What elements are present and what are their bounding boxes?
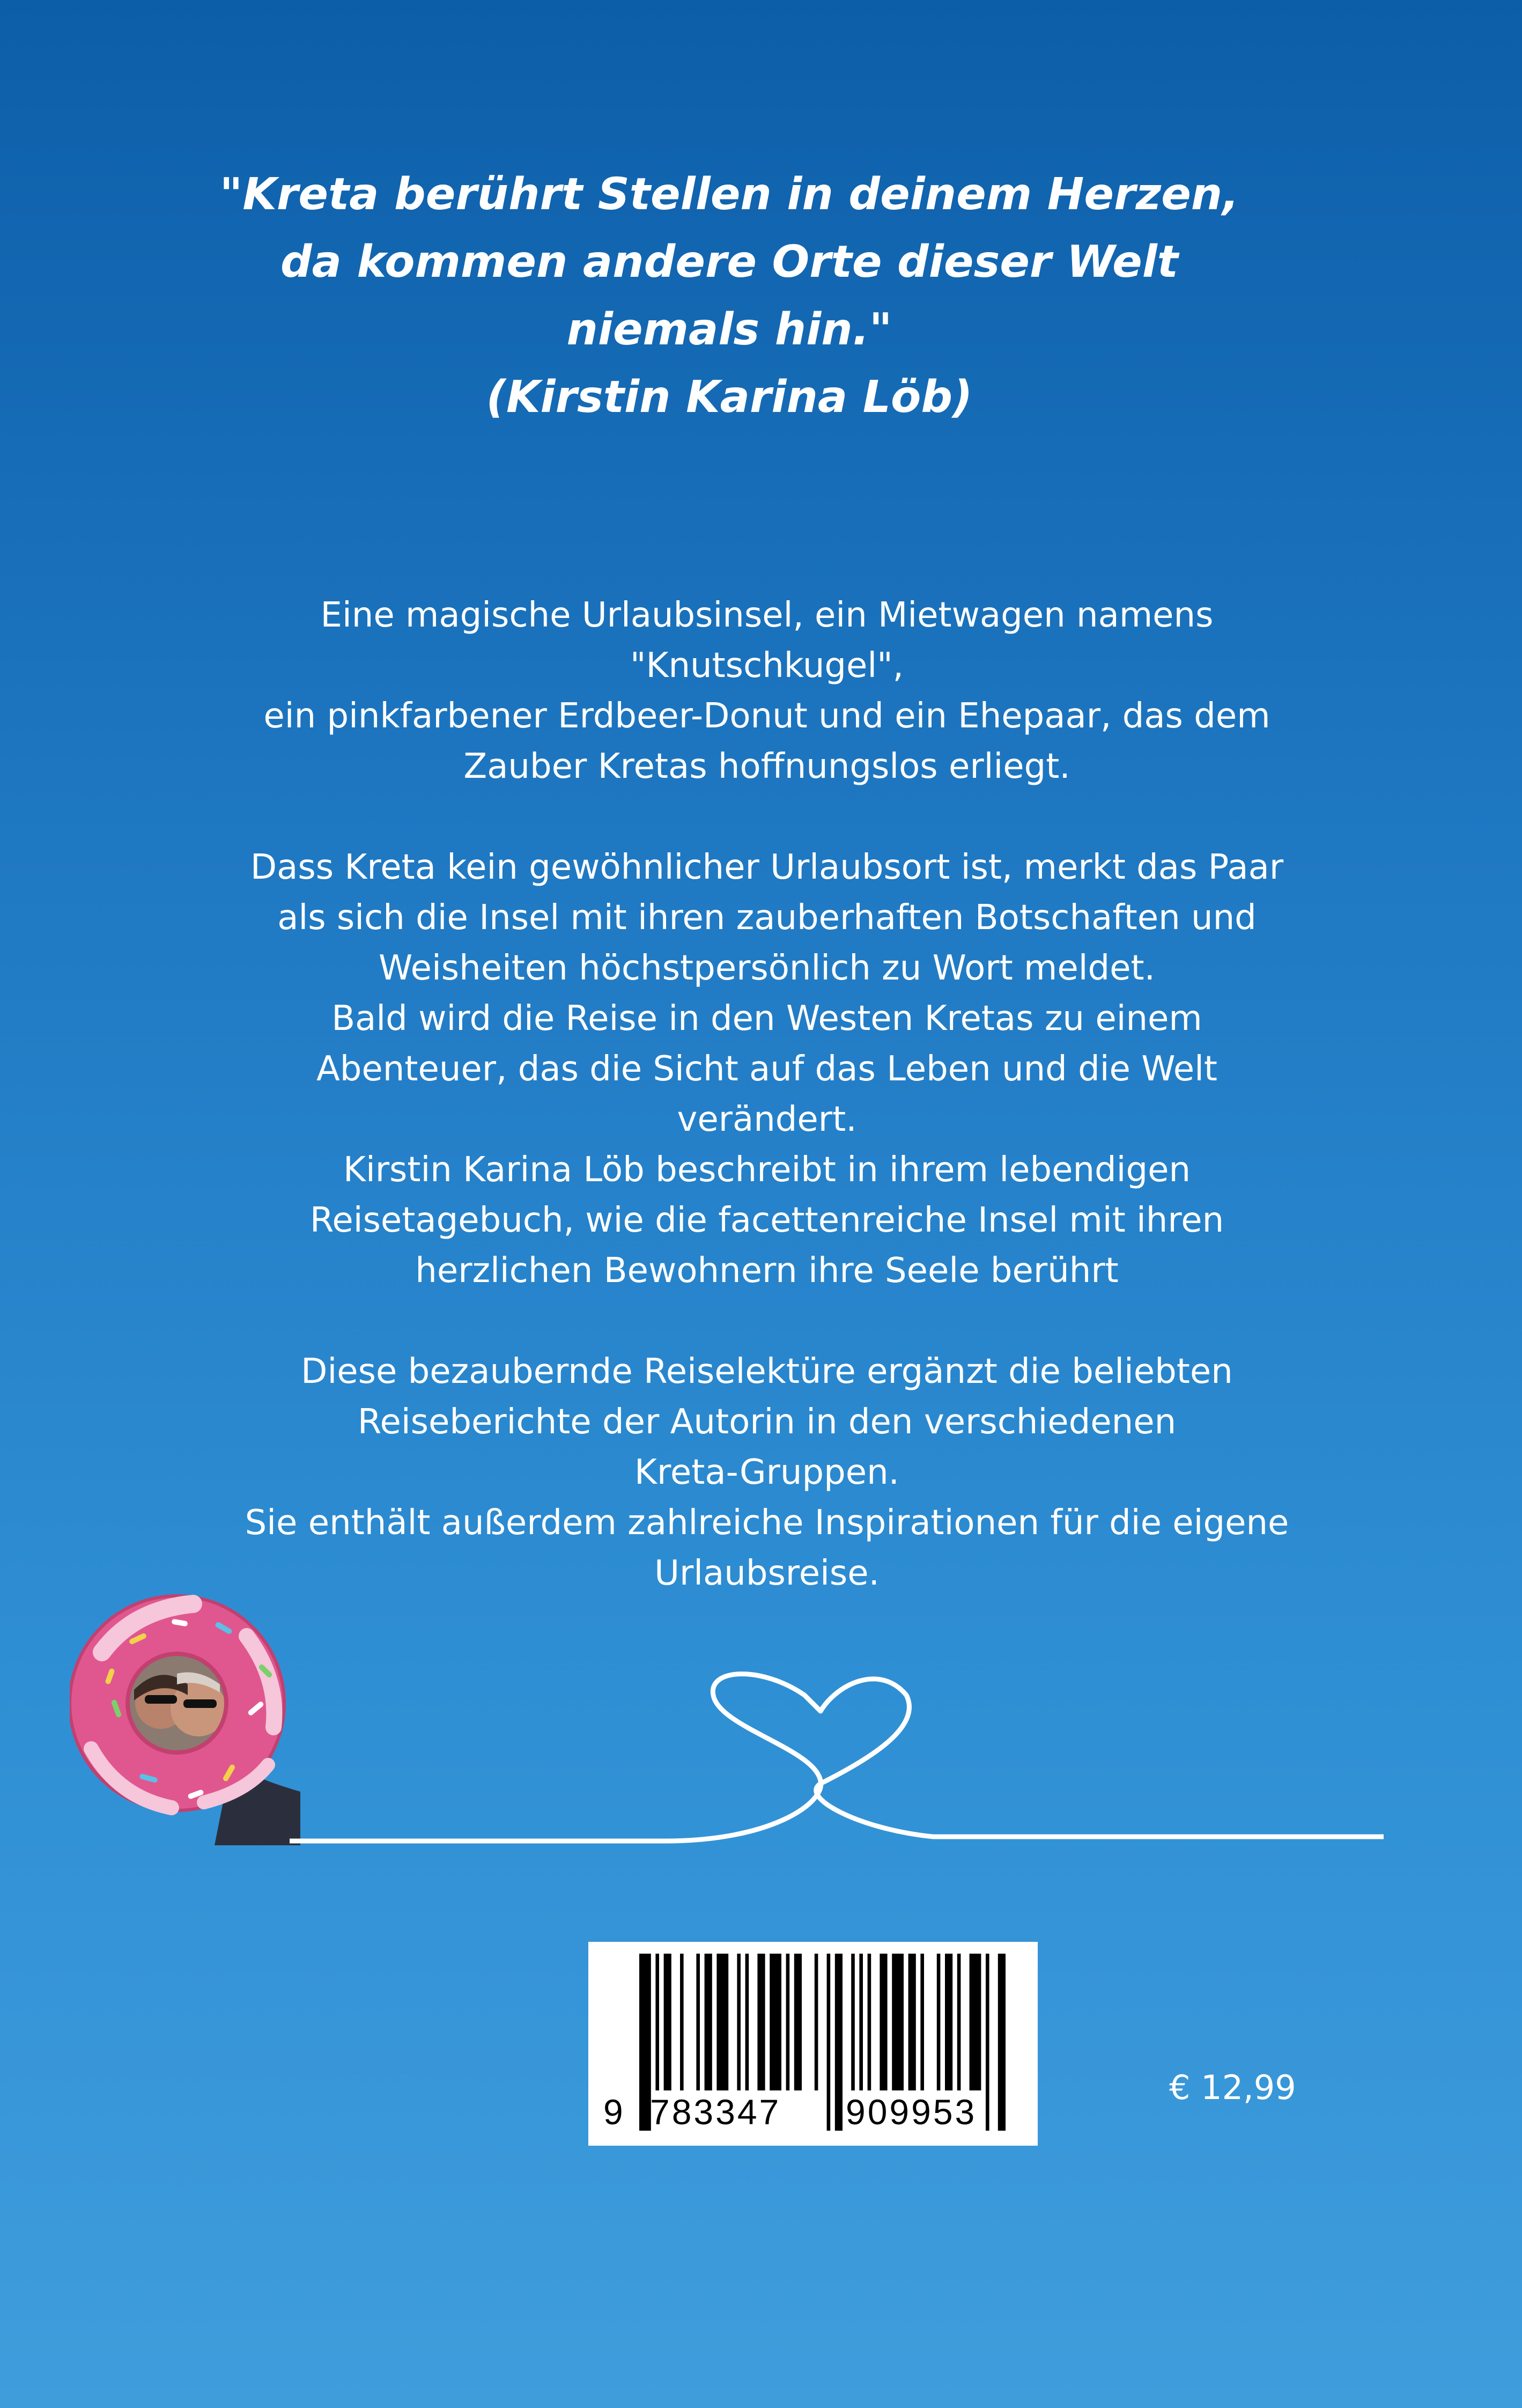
barcode-bar xyxy=(664,1954,671,2090)
barcode-bar xyxy=(680,1954,684,2090)
blurb-line: Sie enthält außerdem zahlreiche Inspirationen für die eigene xyxy=(245,1503,1289,1543)
barcode-bar xyxy=(880,1954,887,2090)
barcode-bar xyxy=(655,1954,659,2090)
barcode-bar xyxy=(696,1954,700,2090)
barcode-bar xyxy=(937,1954,941,2090)
barcode-bar xyxy=(737,1954,741,2090)
barcode-bar xyxy=(945,1954,952,2090)
barcode-bar xyxy=(835,1954,843,2131)
barcode-bar xyxy=(757,1954,765,2090)
donut-photo-icon xyxy=(70,1588,300,1845)
barcode-bar xyxy=(908,1954,916,2090)
quote-line: da kommen andere Orte dieser Welt xyxy=(280,237,1179,288)
blurb-line: als sich die Insel mit ihren zauberhaften Botschaften und xyxy=(277,898,1257,938)
blurb-line: ein pinkfarbener Erdbeer-Donut und ein Ehepaar, das dem xyxy=(263,696,1270,736)
barcode-bar xyxy=(794,1954,802,2090)
isbn-left-digits: 783347 xyxy=(650,2092,781,2132)
paragraph-gap xyxy=(231,1296,1303,1346)
barcode-bar xyxy=(786,1954,790,2090)
blurb-line: Reiseberichte der Autorin in den verschiedenen xyxy=(357,1402,1177,1442)
barcode-bar xyxy=(986,1954,989,2131)
blurb-line: Reisetagebuch, wie die facettenreiche Insel mit ihren xyxy=(309,1201,1224,1240)
price-label: € 12,99 xyxy=(1169,2068,1296,2107)
blurb-line: Dass Kreta kein gewöhnlicher Urlaubsort ist, merkt das Paar xyxy=(250,848,1284,887)
blurb-line: Zauber Kretas hoffnungslos erliegt. xyxy=(463,747,1070,786)
paragraph-gap xyxy=(231,792,1303,842)
barcode-bar xyxy=(745,1954,749,2090)
isbn-right-digits: 909953 xyxy=(846,2092,977,2132)
barcode-bar xyxy=(868,1954,871,2090)
barcode-bar xyxy=(827,1954,831,2131)
blurb-line: Weisheiten höchstpersönlich zu Wort meldet. xyxy=(379,948,1155,988)
cover-blurb xyxy=(231,590,1303,1599)
barcode-bar xyxy=(639,1954,651,2131)
quote-author: (Kirstin Karina Löb) xyxy=(486,372,973,423)
barcode-bar xyxy=(705,1954,712,2090)
barcode-bar xyxy=(920,1954,924,2090)
barcode-bar xyxy=(998,1954,1006,2131)
blurb-line: verändert. xyxy=(677,1100,857,1139)
isbn-first-digit: 9 xyxy=(603,2092,623,2132)
barcode-bar xyxy=(957,1954,961,2090)
blurb-line: Abenteuer, das die Sicht auf das Leben und die Welt xyxy=(316,1049,1217,1089)
barcode-bar xyxy=(892,1954,904,2090)
barcode-bar xyxy=(716,1954,728,2090)
blurb-line: Kirstin Karina Löb beschreibt in ihrem lebendigen xyxy=(343,1150,1191,1190)
blurb-line: Kreta-Gruppen. xyxy=(634,1453,899,1492)
barcode-bar xyxy=(859,1954,863,2090)
isbn-barcode xyxy=(588,1942,1038,2146)
barcode-bar xyxy=(851,1954,855,2090)
quote-line: "Kreta berührt Stellen in deinem Herzen, xyxy=(219,169,1239,220)
cover-quote xyxy=(204,161,1255,431)
barcode-bar xyxy=(970,1954,981,2090)
blurb-line: Eine magische Urlaubsinsel, ein Mietwagen namens xyxy=(320,595,1214,635)
blurb-line: Bald wird die Reise in den Westen Kretas zu einem xyxy=(331,999,1202,1039)
blurb-line: Urlaubsreise. xyxy=(654,1553,880,1593)
quote-line: niemals hin." xyxy=(566,304,892,355)
blurb-line: "Knutschkugel", xyxy=(630,646,904,686)
blurb-line: Diese bezaubernde Reiselektüre ergänzt die beliebten xyxy=(301,1352,1233,1391)
barcode-bar xyxy=(770,1954,781,2090)
barcode-bar xyxy=(815,1954,818,2090)
blurb-line: herzlichen Bewohnern ihre Seele berührt xyxy=(415,1251,1119,1291)
heart-line-icon xyxy=(290,1668,1384,1851)
